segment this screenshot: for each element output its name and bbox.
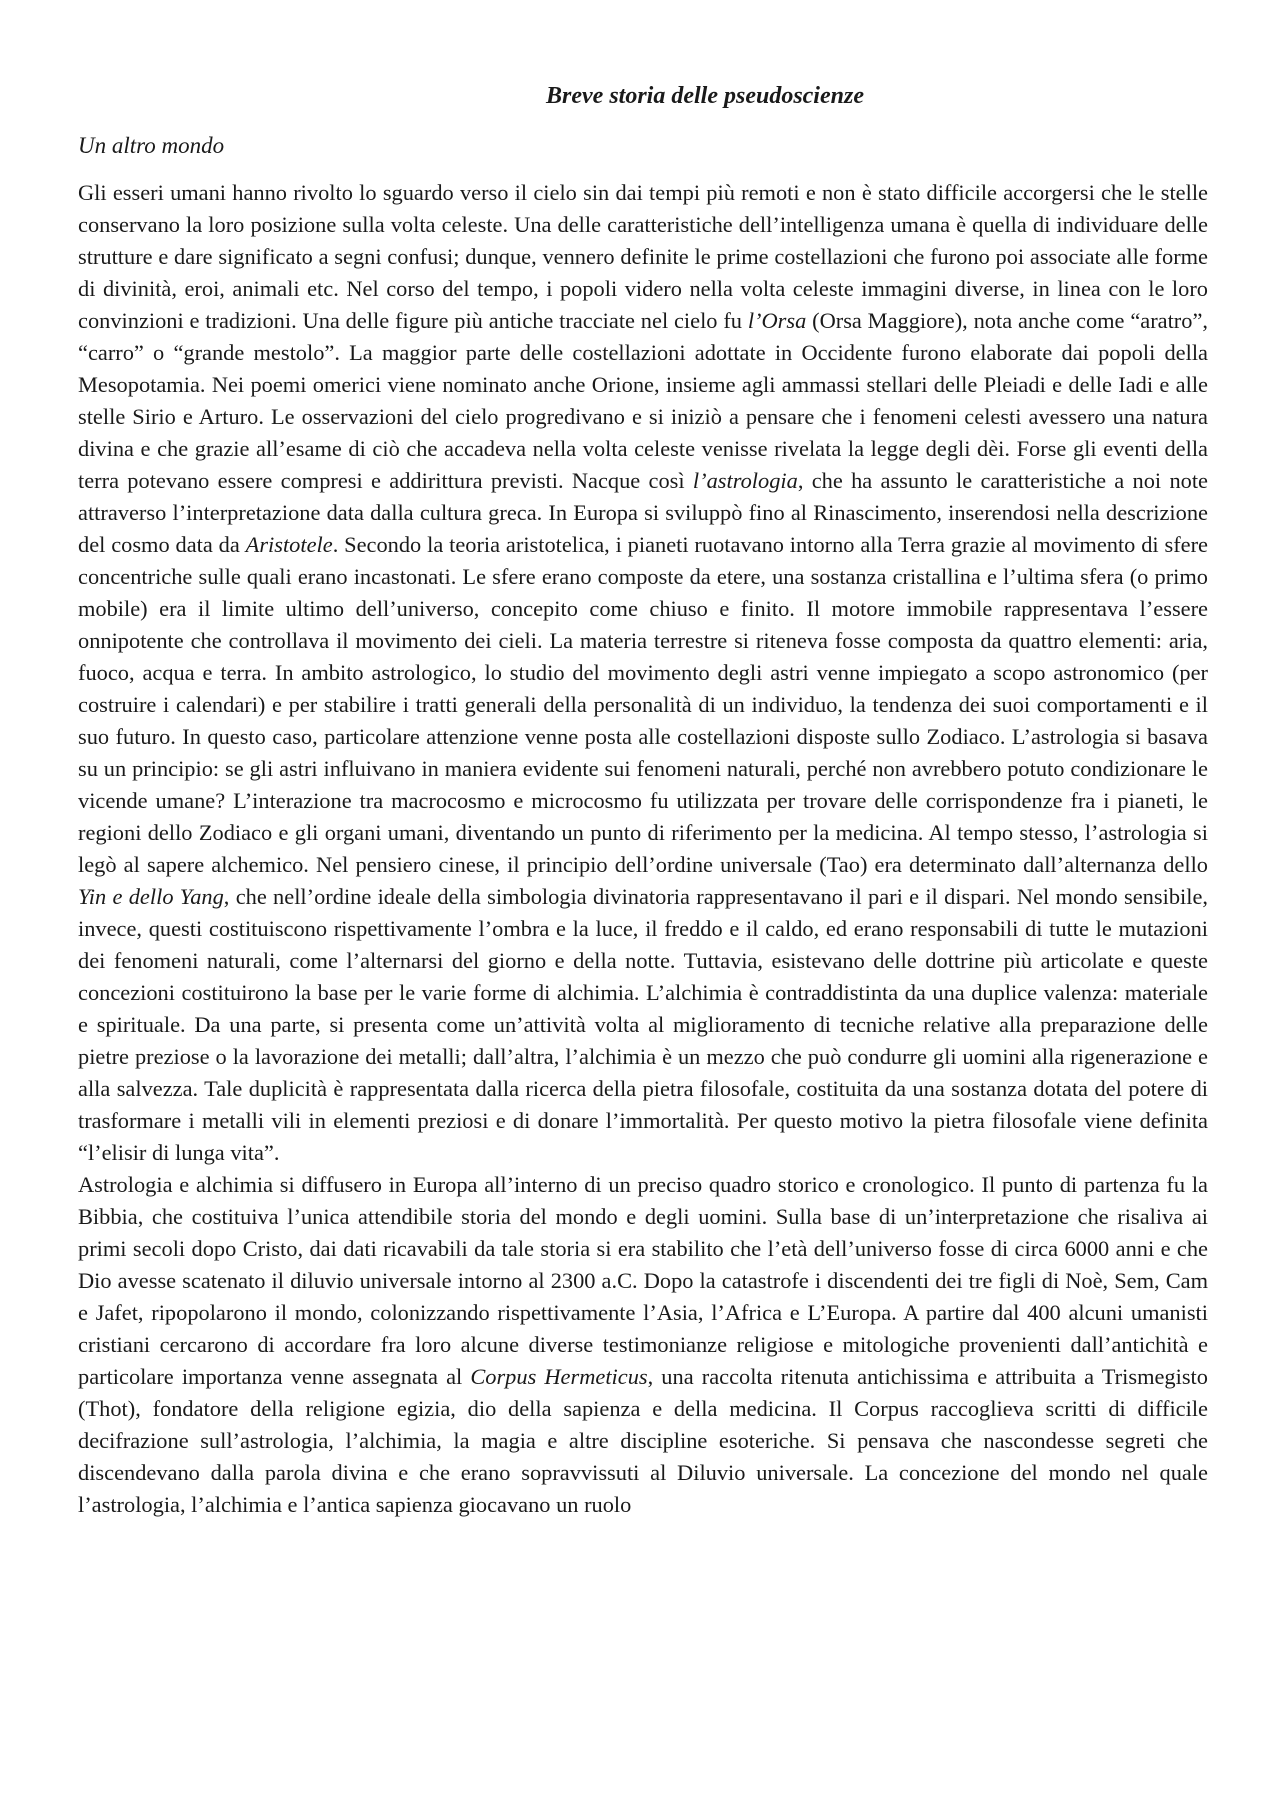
paragraph-2 bbox=[78, 1169, 1208, 1521]
italic-term: l’astrologia bbox=[692, 468, 798, 493]
text-run: , una raccolta ritenuta antichissima e attribuita a Trismegisto (Thot), fondatore della religione egizia, dio della sapienza e della medicina. Il Corpus raccoglieva scritti di difficile decifrazione sull’astrologia, l’alchimia, la magia e altre discipline esoteriche. Si pensava che nascondesse segreti che discendevano dalla parola divina e che erano sopravvissuti al Diluvio universale. La concezione del mondo nel quale l’astrologia, l’alchimia e l’antica sapienza giocavano un ruolo bbox=[78, 1364, 1208, 1517]
text-run: Astrologia e alchimia si diffusero in Europa all’interno di un preciso quadro storico e cronologico. Il punto di partenza fu la Bibbia, che costituiva l’unica attendibile storia del mondo e degli uomini. Sulla base di un’interpretazione che risaliva ai primi secoli dopo Cristo, dai dati ricavabili da tale storia si era stabilito che l’età dell’universo fosse di circa 6000 anni e che Dio avesse scatenato il diluvio universale intorno al 2300 a.C. Dopo la catastrofe i discendenti dei tre figli di Noè, Sem, Cam e Jafet, ripopolarono il mondo, colonizzando rispettivamente l’Asia, l’Africa e L’Europa. A partire dal 400 alcuni umanisti cristiani cercarono di accordare fra loro alcune diverse testimonianze religiose e mitologiche provenienti dall’antichità e particolare importanza venne assegnata al bbox=[78, 1172, 1208, 1389]
text-run: (Orsa Maggiore), nota anche come “aratro”, “carro” o “grande mestolo”. La maggior parte delle costellazioni adottate in Occidente furono elaborate dai popoli della Mesopotamia. Nei poemi omerici viene nominato anche Orione, insieme agli ammassi stellari delle Pleiadi e delle Iadi e alle stelle Sirio e Arturo. Le osservazioni del cielo progredivano e si iniziò a pensare che i fenomeni celesti avessero una natura divina e che grazie all’esame di ciò che accadeva nella volta celeste venisse rivelata la legge degli dèi. Forse gli eventi della terra potevano essere compresi e addirittura previsti. Nacque così bbox=[78, 308, 1208, 493]
italic-term: Yin e dello Yang bbox=[78, 884, 224, 909]
body-text bbox=[78, 177, 1208, 1521]
document-title: Breve storia delle pseudoscienze bbox=[546, 83, 864, 109]
section-heading: Un altro mondo bbox=[78, 133, 225, 158]
text-run: Gli esseri umani hanno rivolto lo sguardo verso il cielo sin dai tempi più remoti e non è stato difficile accorgersi che le stelle conservano la loro posizione sulla volta celeste. Una delle caratteristiche dell’intelligenza umana è quella di individuare delle strutture e dare significato a segni confusi; dunque, vennero definite le prime costellazioni che furono poi associate alle forme di divinità, eroi, animali etc. Nel corso del tempo, i popoli videro nella volta celeste immagini diverse, in linea con le loro convinzioni e tradizioni. Una delle figure più antiche tracciate nel cielo fu bbox=[78, 180, 1208, 333]
italic-term: l’Orsa bbox=[747, 308, 807, 333]
italic-term: Corpus Hermeticus bbox=[470, 1364, 648, 1389]
paragraph-1 bbox=[78, 177, 1208, 1169]
italic-term: Aristotele bbox=[245, 532, 333, 557]
text-run: . Secondo la teoria aristotelica, i pianeti ruotavano intorno alla Terra grazie al movimento di sfere concentriche sulle quali erano incastonati. Le sfere erano composte da etere, una sostanza cristallina e l’ultima sfera (o primo mobile) era il limite ultimo dell’universo, concepito come chiuso e finito. Il motore immobile rappresentava l’essere onnipotente che controllava il movimento dei cieli. La materia terrestre si riteneva fosse composta da quattro elementi: aria, fuoco, acqua e terra. In ambito astrologico, lo studio del movimento degli astri venne impiegato a scopo astronomico (per costruire i calendari) e per stabilire i tratti generali della personalità di un individuo, la tendenza dei suoi comportamenti e il suo futuro. In questo caso, particolare attenzione venne posta alle costellazioni disposte sullo Zodiaco. L’astrologia si basava su un principio: se gli astri influivano in maniera evidente sui fenomeni naturali, perché non avrebbero potuto condizionare le vicende umane? L’interazione tra macrocosmo e microcosmo fu utilizzata per trovare delle corrispondenze fra i pianeti, le regioni dello Zodiaco e gli organi umani, diventando un punto di riferimento per la medicina. Al tempo stesso, l’astrologia si legò al sapere alchemico. Nel pensiero cinese, il principio dell’ordine universale (Tao) era determinato dall’alternanza dello bbox=[78, 532, 1208, 877]
text-run: , che nell’ordine ideale della simbologia divinatoria rappresentavano il pari e il dispari. Nel mondo sensibile, invece, questi costituiscono rispettivamente l’ombra e la luce, il freddo e il caldo, ed erano responsabili di tutte le mutazioni dei fenomeni naturali, come l’alternarsi del giorno e della notte. Tuttavia, esistevano delle dottrine più articolate e queste concezioni costituirono la base per le varie forme di alchimia. L’alchimia è contraddistinta da una duplice valenza: materiale e spirituale. Da una parte, si presenta come un’attività volta al miglioramento di tecniche relative alla preparazione delle pietre preziose o la lavorazione dei metalli; dall’altra, l’alchimia è un mezzo che può condurre gli uomini alla rigenerazione e alla salvezza. Tale duplicità è rappresentata dalla ricerca della pietra filosofale, costituita da una sostanza dotata del potere di trasformare i metalli vili in elementi preziosi e di donare l’immortalità. Per questo motivo la pietra filosofale viene definita “l’elisir di lunga vita”. bbox=[78, 884, 1208, 1165]
text-run: , che ha assunto le caratteristiche a noi note attraverso l’interpretazione data dalla cultura greca. In Europa si sviluppò fino al Rinascimento, inserendosi nella descrizione del cosmo data da bbox=[78, 468, 1208, 557]
